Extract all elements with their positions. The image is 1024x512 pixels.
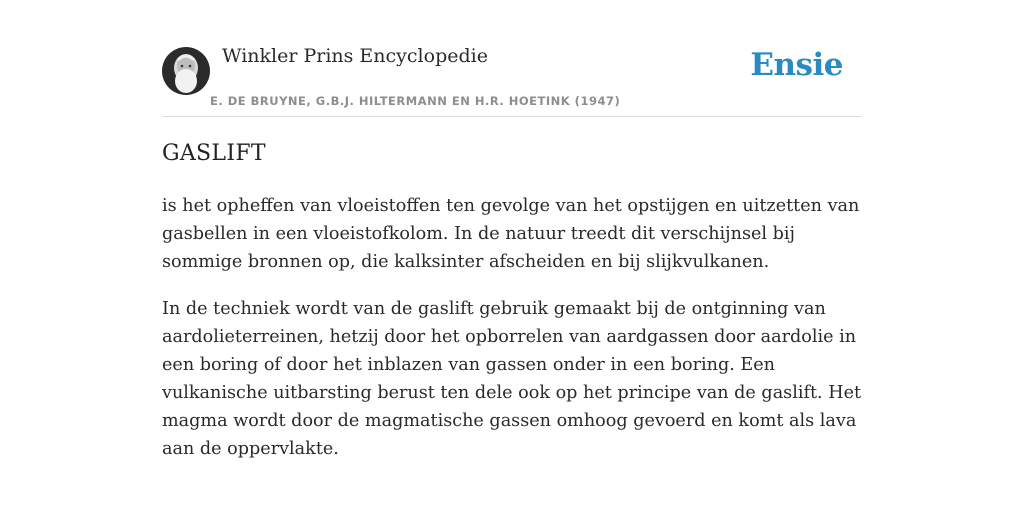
encyclopedia-title[interactable]: Winkler Prins Encyclopedie [222, 45, 488, 67]
brand-logo[interactable]: Ensie [750, 47, 843, 83]
author-portrait-icon [162, 47, 210, 95]
header [162, 0, 862, 117]
page [162, 0, 862, 512]
article-paragraph: In de techniek wordt van de gaslift gebruik gemaakt bij de ontginning van aardolieterreinen, hetzij door het opborrelen van aardgassen door aardolie in een boring of door het inblazen van gassen onder in een boring. Een vulkanische uitbarsting berust ten dele ook op het principe van de gaslift. Het magma wordt door de magmatische gassen omhoog gevoerd en komt als lava aan de oppervlakte. [162, 299, 862, 459]
article-paragraph: is het opheffen van vloeistoffen ten gevolge van het opstijgen en uitzetten van gasbellen in een vloeistofkolom. In de natuur treedt dit verschijnsel bij sommige bronnen op, die kalksinter afscheiden en bij slijkvulkanen. [162, 196, 860, 272]
author-avatar[interactable] [162, 47, 210, 95]
article-title: GASLIFT [162, 141, 266, 166]
article-body [162, 192, 868, 482]
authors-line: E. DE BRUYNE, G.B.J. HILTERMANN EN H.R. HOETINK (1947) [210, 94, 621, 108]
